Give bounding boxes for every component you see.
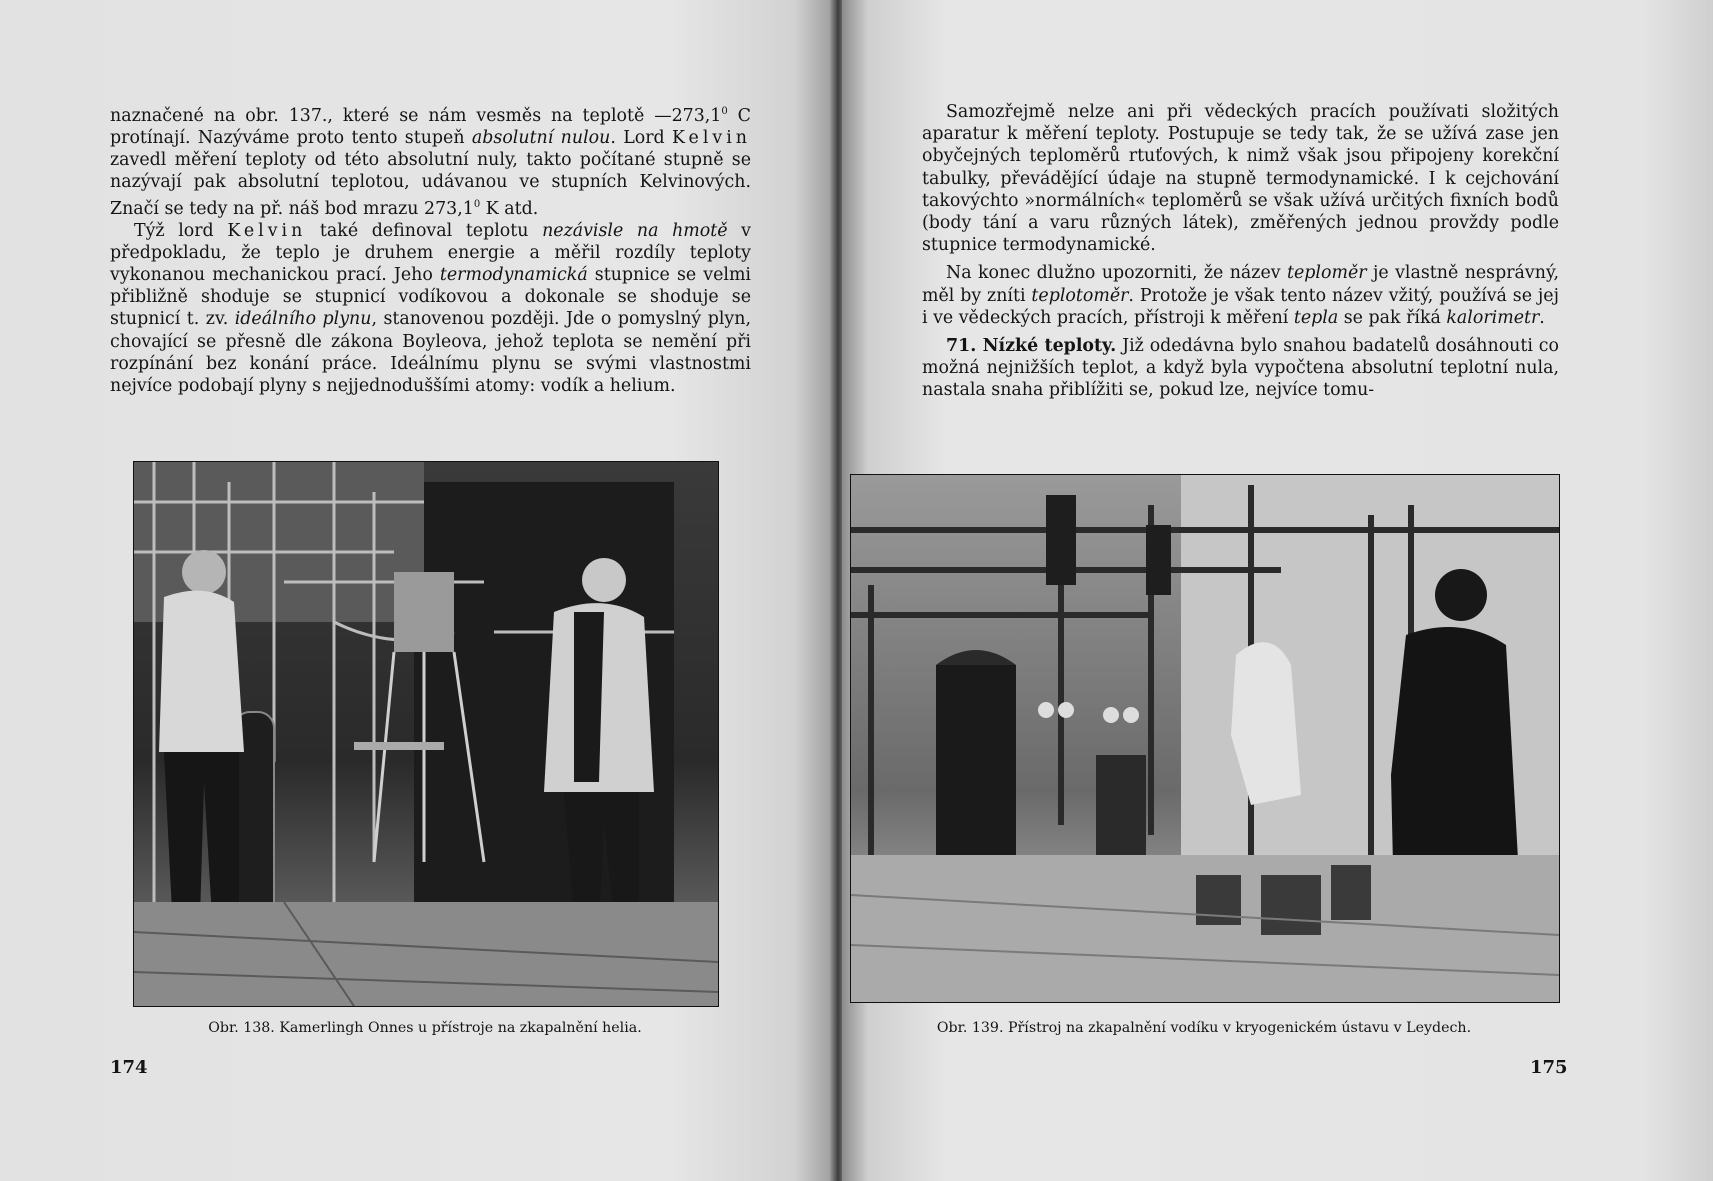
emphasis: tepla	[1293, 307, 1339, 328]
text-run: . Protože je však tento název vžitý, používá se jej i ve vědeckých pracích, přístroji k měření	[922, 285, 1559, 328]
paragraph	[110, 220, 751, 398]
emphasis: termodynamická	[439, 265, 588, 286]
spaced-name: Kelvin	[672, 128, 751, 148]
paragraph	[922, 335, 1559, 402]
text-run: Na konec dlužno upozorniti, že název	[946, 263, 1288, 284]
emphasis: teploměr	[1287, 263, 1367, 284]
text-run: zavedl měření teploty od této absolutní nuly, takto počítané stupně se nazývají pak absolutní teplotou, udávanou ve stupních Kelvinových. Značí se tedy na př. náš bod mrazu 273,1	[110, 150, 751, 219]
emphasis: teplotoměr	[1031, 285, 1129, 306]
paragraph	[922, 262, 1559, 329]
emphasis: kalorimetr	[1446, 307, 1540, 328]
emphasis: nezávisle na hmotě	[542, 220, 728, 241]
text-run: naznačené na obr. 137., které se nám vesměs na teplotě —273,1	[110, 105, 722, 126]
paragraph	[110, 101, 751, 220]
text-run: , stanovenou později. Jde o pomyslný plyn, chovající se přesně dle zákona Boyleova, jehož teplota se nemění při rozpínání bez konání práce. Ideálnímu plynu se svými vlastnostmi nejvíce podobají plyny s nejjednoduššími atomy: vodík a helium.	[110, 309, 751, 397]
text-run: také definoval teplotu	[306, 220, 543, 241]
figure-139-photo	[850, 474, 1560, 1003]
degree-mark: 0	[721, 106, 728, 117]
left-page-text	[110, 101, 751, 397]
text-run: .	[1539, 307, 1545, 328]
text-run: se pak říká	[1338, 307, 1447, 328]
left-page	[0, 0, 836, 1181]
right-page-text	[922, 101, 1559, 402]
figure-138-photo	[133, 461, 719, 1007]
text-run: K atd.	[480, 198, 539, 219]
page-number-left: 174	[110, 1057, 148, 1078]
spaced-name: Kelvin	[227, 220, 307, 241]
text-run: Samozřejmě nelze ani při vědeckých pracích používati složitých aparatur k měření teploty. Postupuje se tedy tak, že se užívá zase jen obyčejných teploměrů rtuťových, k nimž však jsou připojeny korekční tabulky, převádějící údaje na stupně termodynamické. I k cejchování takovýchto »normálních« teploměrů se však užívá určitých fixních bodů (body tání a varu různých látek), změřených jednou provždy podle stupnice termodynamické.	[922, 102, 1559, 256]
figure-138-caption: Obr. 138. Kamerlingh Onnes u přístroje na zkapalnění helia.	[208, 1020, 642, 1036]
text-run: . Lord	[610, 128, 673, 148]
emphasis: absolutní nulou	[471, 128, 611, 148]
right-page	[842, 0, 1713, 1181]
text-run: v předpokladu, že teplo je druhem energie a měřil rozdíly teploty vykonanou mechanickou prací. Jeho	[110, 220, 751, 286]
figure-139-caption: Obr. 139. Přístroj na zkapalnění vodíku v kryogenickém ústavu v Leydech.	[936, 1020, 1472, 1036]
page-number-right: 175	[1530, 1057, 1568, 1078]
text-run: C protínají. Nazýváme proto tento stupeň	[110, 105, 751, 148]
text-run: stupnice se velmi přibližně shoduje se stupnicí vodíkovou a dokonale se shoduje se stupnicí t. zv.	[110, 265, 751, 330]
paragraph	[922, 101, 1559, 256]
degree-mark: 0	[473, 198, 481, 210]
text-run: Již odedávna bylo snahou badatelů dosáhnouti co možná nejnižších teplot, a když byla vypočtena absolutní teplotní nula, nastala snaha přiblížiti se, pokud lze, nejvíce tomu-	[922, 336, 1560, 401]
text-run: Týž lord	[134, 220, 228, 241]
emphasis: ideálního plynu	[234, 309, 372, 330]
text-run: je vlastně nesprávný, měl by zníti	[922, 263, 1559, 306]
section-heading: 71. Nízké teploty.	[946, 336, 1117, 357]
